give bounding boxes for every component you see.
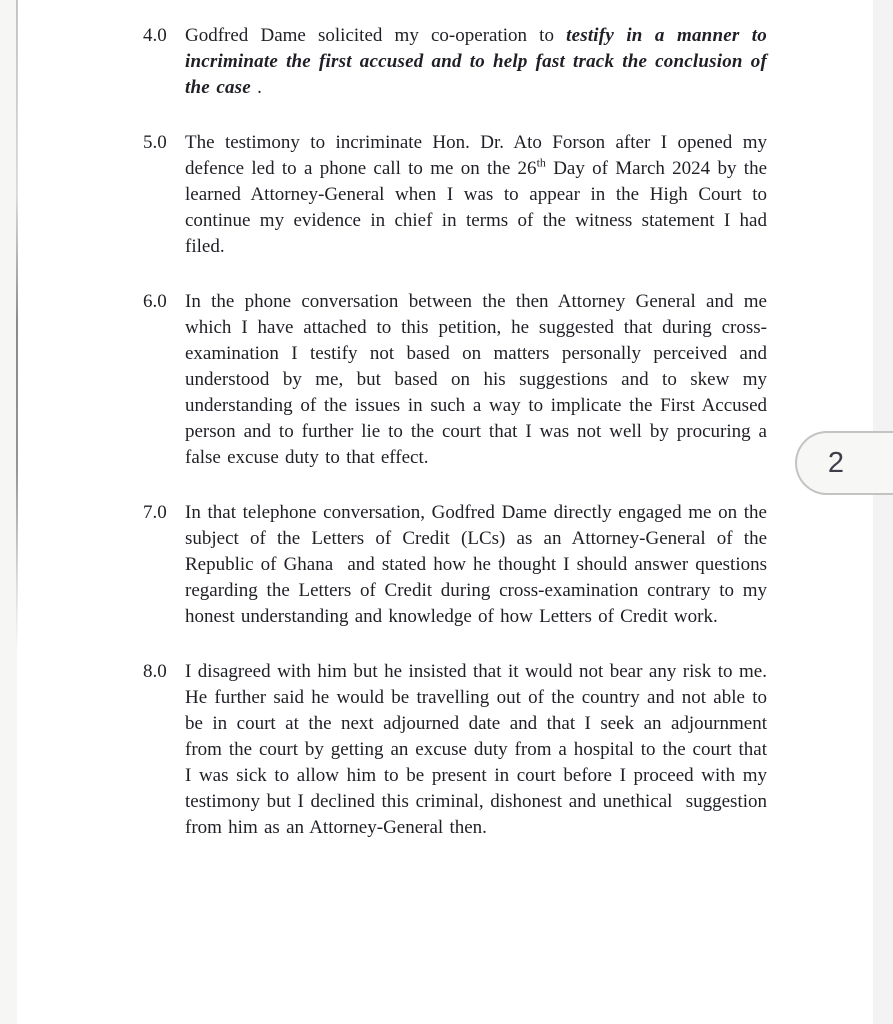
paragraph-text [185, 659, 767, 841]
paragraph-text [185, 130, 767, 260]
page-number-tab[interactable] [795, 431, 893, 495]
numbered-paragraph [143, 289, 767, 471]
numbered-paragraph [143, 23, 767, 101]
paragraph-number: 4.0 [143, 25, 167, 46]
numbered-paragraph [143, 130, 767, 260]
viewer-right-gutter [873, 0, 893, 1024]
text-segment: Day of March 2024 by the learned Attorney-General when I was to appear in the High Court to continue my evidence in chief in terms of the witness statement I had filed. [185, 158, 767, 257]
text-segment: In the phone conversation between the then Attorney General and me which I have attached to this petition, he suggested that during cross-examination I testify not based on matters personally perceived and understood by me, but based on his suggestions and to skew my understanding of the issues in such a way to implicate the First Accused person and to further lie to the court that I was not well by procuring a false excuse duty to that effect. [185, 291, 767, 468]
scan-edge-line [16, 0, 18, 650]
paragraph-number: 5.0 [143, 132, 167, 153]
text-segment: The testimony to incriminate Hon. Dr. Ato Forson after I opened my defence led to a phone call to me on the 26 [185, 132, 767, 179]
text-segment: th [536, 155, 546, 170]
page-number-label: 2 [827, 446, 845, 479]
paragraph-number: 7.0 [143, 502, 167, 523]
numbered-paragraph [143, 659, 767, 841]
paragraph-number: 8.0 [143, 661, 167, 682]
text-segment: In that telephone conversation, Godfred Dame directly engaged me on the subject of the Letters of Credit (LCs) as an Attorney-General of the Republic of Ghana and stated how he thought I should answer questions regarding the Letters of Credit during cross-examination contrary to my honest understanding and knowledge of how Letters of Credit work. [185, 502, 767, 627]
text-segment: Godfred Dame solicited my co-operation to [185, 25, 567, 46]
paragraph-text [185, 23, 767, 101]
text-segment: . [250, 77, 262, 98]
numbered-paragraph [143, 500, 767, 630]
paragraph-list [143, 23, 767, 870]
text-segment: I disagreed with him but he insisted that it would not bear any risk to me. He further said he would be travelling out of the country and not able to be in court at the next adjourned date and that I seek an adjournment from the court by getting an excuse duty from a hospital to the court that I was sick to allow him to be present in court before I proceed with my testimony but I declined this criminal, dishonest and unethical suggestion from him as an Attorney-General then. [185, 661, 767, 838]
text-segment: testify in a manner to incriminate the first accused and to help fast track the conclusion of the case [185, 25, 767, 98]
scan-left-margin [0, 0, 17, 1024]
paragraph-text [185, 500, 767, 630]
paragraph-number: 6.0 [143, 291, 167, 312]
paragraph-text [185, 289, 767, 471]
